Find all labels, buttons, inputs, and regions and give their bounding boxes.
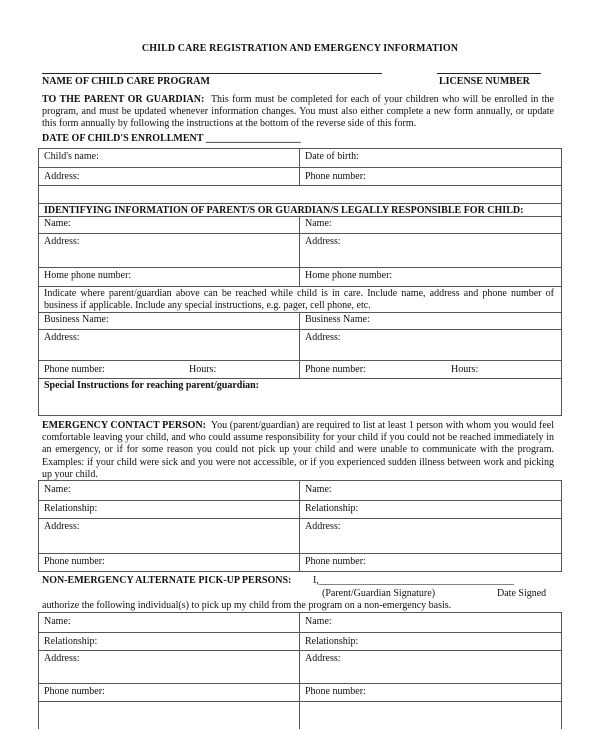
intro-text: This form must be completed for each of your children who will be enrolled in the program, and must be updated whenever information changes. You must also either complete a new form annually, or update this form annually by following the instructions at the bottom of the reverse side of this form. xyxy=(42,94,554,130)
business-phone-label-2: Phone number: xyxy=(305,364,366,375)
emergency-address-label-2: Address: xyxy=(305,521,341,532)
child-address-label: Address: xyxy=(44,171,80,182)
program-name-line[interactable] xyxy=(42,73,382,74)
parent-section-heading: IDENTIFYING INFORMATION OF PARENT/S OR GUARDIAN/S LEGALLY RESPONSIBLE FOR CHILD: xyxy=(44,205,524,216)
child-name-label: Child's name: xyxy=(44,151,99,162)
child-dob-label: Date of birth: xyxy=(305,151,359,162)
child-phone-label: Phone number: xyxy=(305,171,366,182)
pickup-name-label: Name: xyxy=(44,616,71,627)
emergency-address-label: Address: xyxy=(44,521,80,532)
business-address-label-2: Address: xyxy=(305,332,341,343)
parent-indicate-text: Indicate where parent/guardian above can be reached while child is in care. Include name, address and phone number of business if applicable. Include any special instructions, e.g. pager, cell phone, etc. xyxy=(44,288,554,311)
intro-paragraph xyxy=(42,94,554,131)
pickup-heading: NON-EMERGENCY ALTERNATE PICK-UP PERSONS: xyxy=(42,575,292,586)
emergency-heading: EMERGENCY CONTACT PERSON: xyxy=(42,420,206,431)
license-number-label: LICENSE NUMBER xyxy=(439,76,530,87)
parent-info-table xyxy=(38,203,562,416)
business-phone-label: Phone number: xyxy=(44,364,105,375)
parent-home-phone-label-2: Home phone number: xyxy=(305,270,393,281)
pickup-signature-caption: (Parent/Guardian Signature) xyxy=(322,588,436,599)
parent-home-phone-label: Home phone number: xyxy=(44,270,132,281)
parent-address-label-2: Address: xyxy=(305,236,341,247)
pickup-address-label: Address: xyxy=(44,653,80,664)
pickup-signature-line[interactable]: I,_______________________________________ xyxy=(313,575,514,586)
pickup-name-label-2: Name: xyxy=(305,616,332,627)
license-number-line[interactable] xyxy=(437,73,541,74)
special-instructions-label: Special Instructions for reaching parent/guardian: xyxy=(44,380,260,391)
business-name-label-2: Business Name: xyxy=(305,314,370,325)
parent-name-label-2: Name: xyxy=(305,218,332,229)
parent-name-label: Name: xyxy=(44,218,71,229)
emergency-phone-label: Phone number: xyxy=(44,556,105,567)
child-info-table xyxy=(38,148,562,204)
emergency-name-label: Name: xyxy=(44,484,71,495)
business-name-label: Business Name: xyxy=(44,314,109,325)
intro-heading: TO THE PARENT OR GUARDIAN: xyxy=(42,94,205,105)
pickup-date-caption: Date Signed xyxy=(497,588,547,599)
pickup-relationship-label-2: Relationship: xyxy=(305,636,359,647)
pickup-authorize-text: authorize the following individual(s) to pick up my child from the program on a non-emergency basis. xyxy=(42,600,452,611)
pickup-phone-label-2: Phone number: xyxy=(305,686,366,697)
business-hours-label-2: Hours: xyxy=(451,364,479,375)
emergency-phone-label-2: Phone number: xyxy=(305,556,366,567)
emergency-name-label-2: Name: xyxy=(305,484,332,495)
business-hours-label: Hours: xyxy=(189,364,217,375)
pickup-persons-table xyxy=(38,612,562,729)
emergency-contact-table xyxy=(38,480,562,572)
pickup-address-label-2: Address: xyxy=(305,653,341,664)
emergency-relationship-label-2: Relationship: xyxy=(305,503,359,514)
emergency-paragraph xyxy=(42,420,554,481)
form-title: CHILD CARE REGISTRATION AND EMERGENCY INFORMATION xyxy=(141,43,459,54)
enrollment-date-label: DATE OF CHILD'S ENROLLMENT ___________________ xyxy=(42,133,301,144)
emergency-relationship-label: Relationship: xyxy=(44,503,98,514)
program-name-label: NAME OF CHILD CARE PROGRAM xyxy=(42,76,210,87)
pickup-relationship-label: Relationship: xyxy=(44,636,98,647)
pickup-phone-label: Phone number: xyxy=(44,686,105,697)
emergency-text: You (parent/guardian) are required to list at least 1 person with whom you would feel comfortable leaving your child, and who could assume responsibility for your child if you could not be reached immediately in an emergency, or if for some reason you could not pick up your child and were unable to communicate with the program. Examples: if your child were sick and you were not accessible, or if you experienced sudden illness between work and picking up your child. xyxy=(42,420,555,480)
business-address-label: Address: xyxy=(44,332,80,343)
parent-address-label: Address: xyxy=(44,236,80,247)
